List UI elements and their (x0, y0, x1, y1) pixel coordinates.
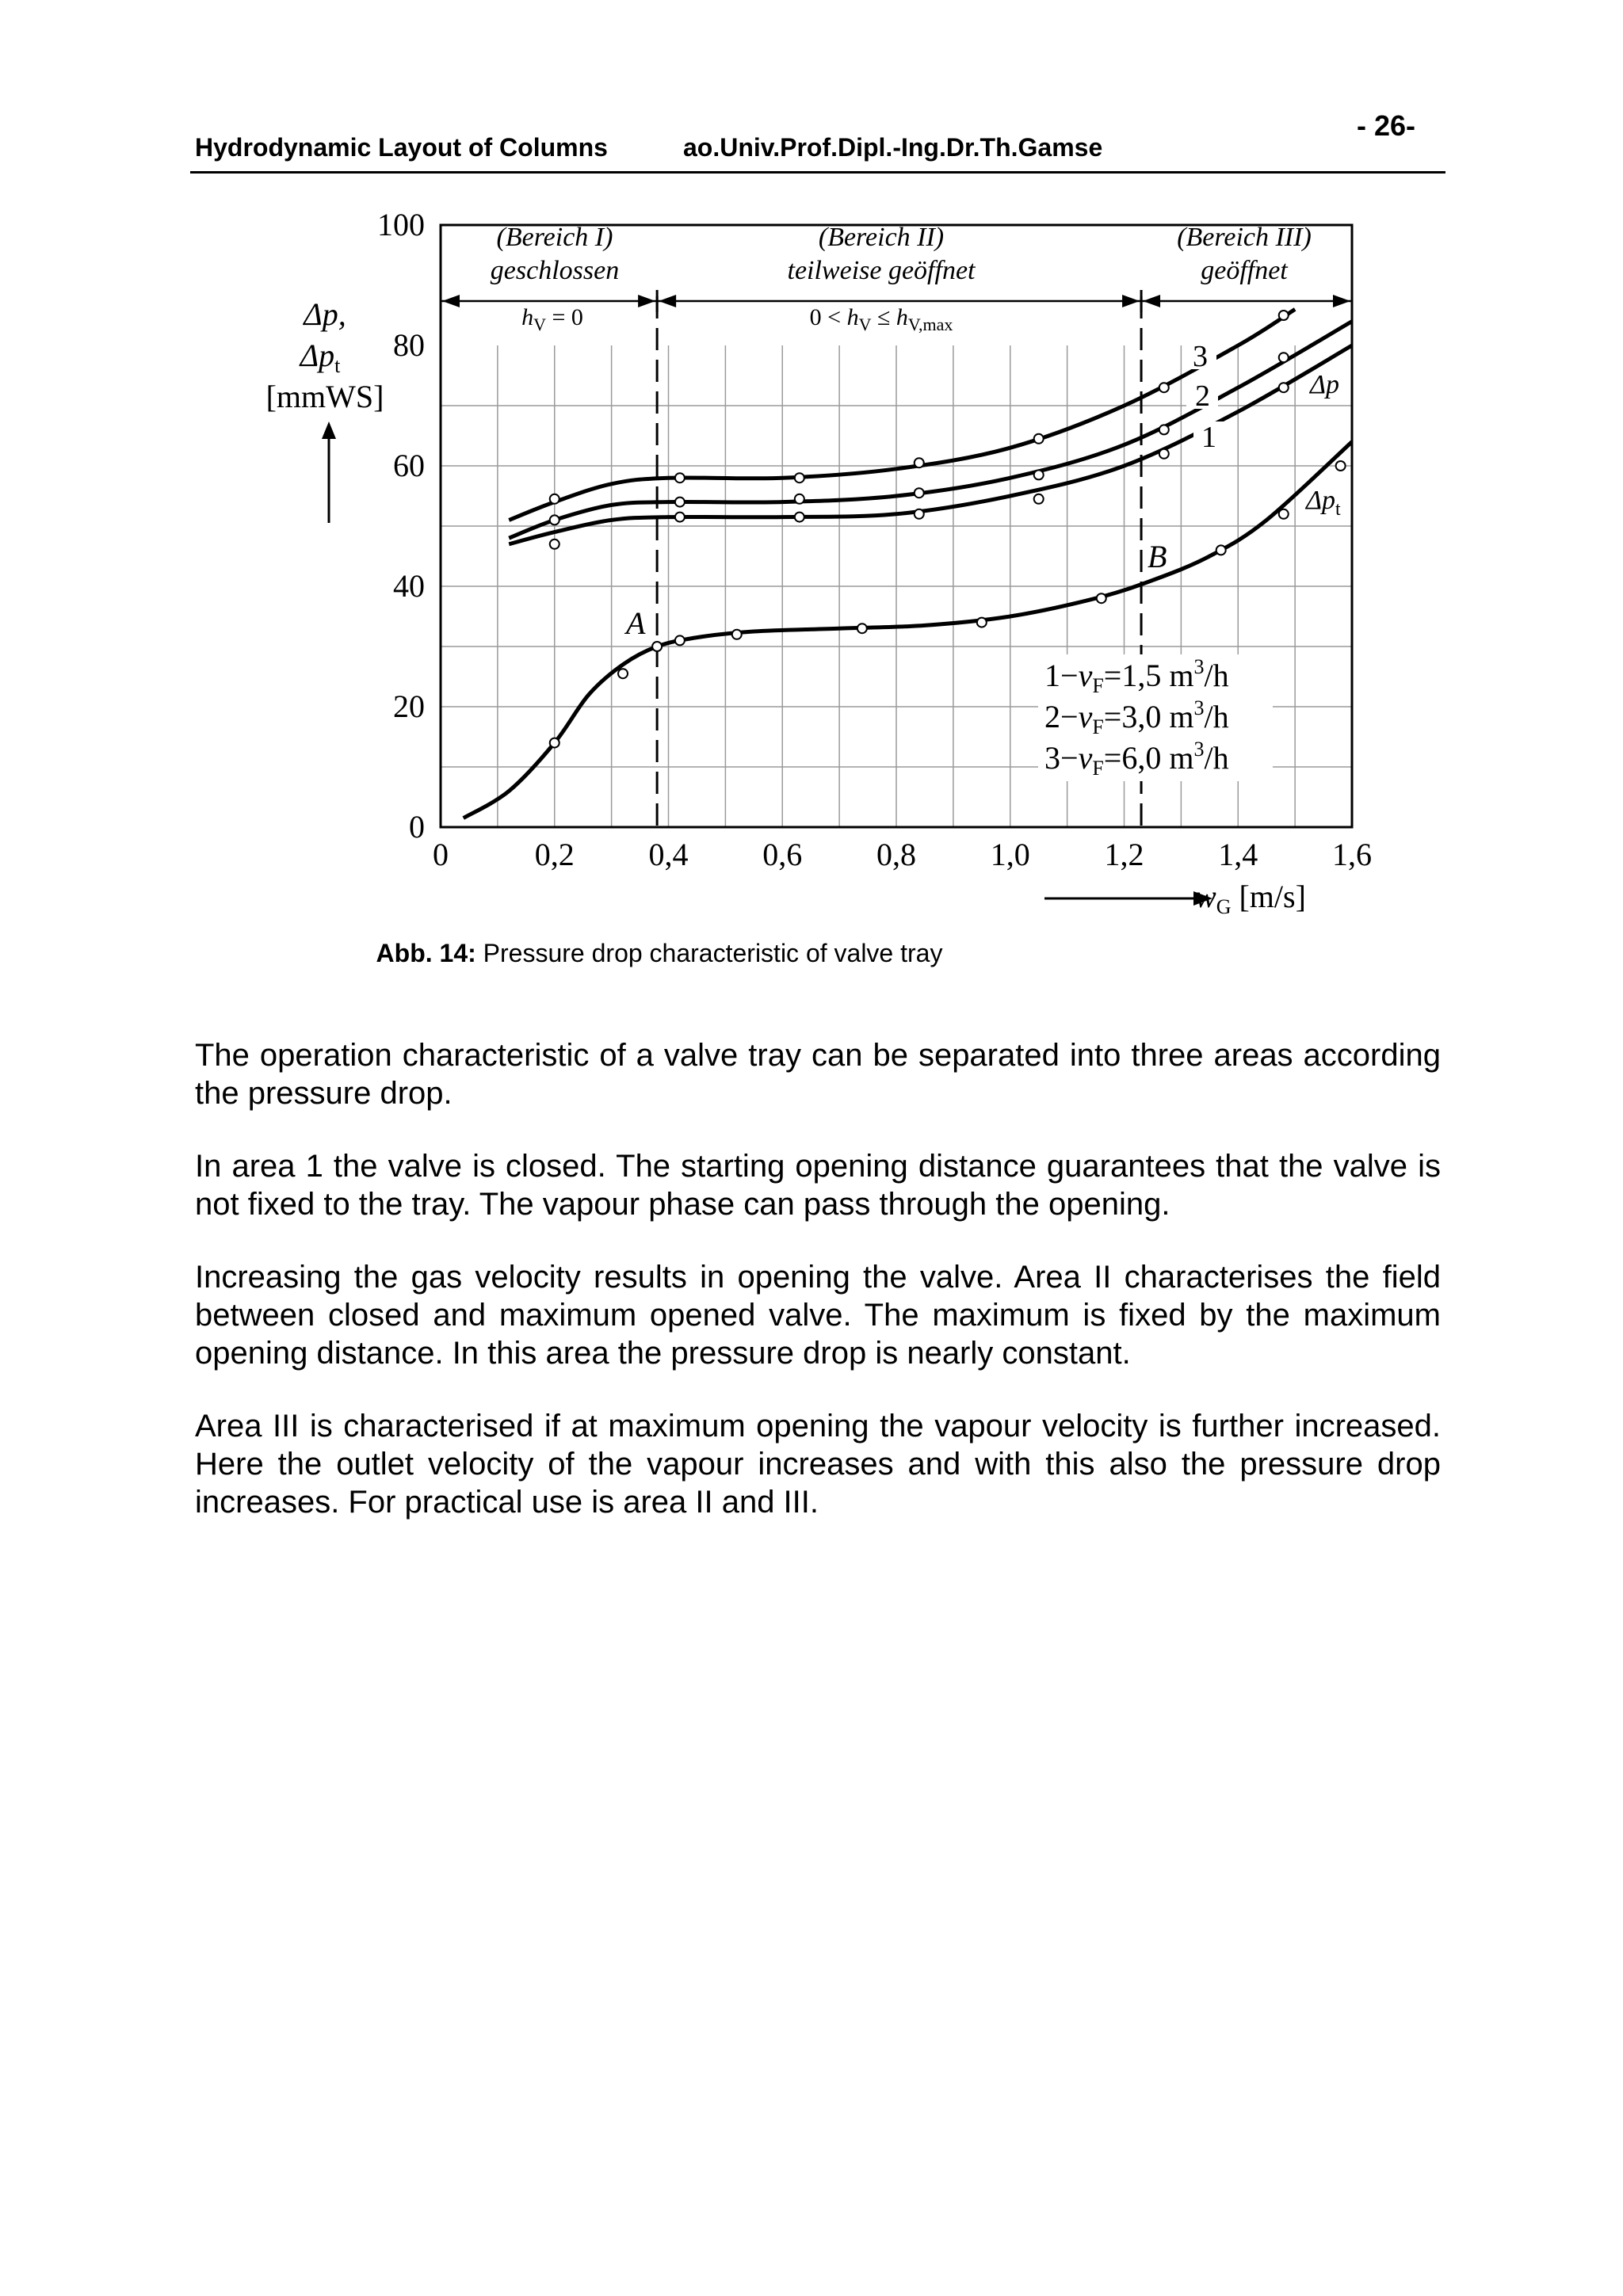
legend-entry-1: $1-v_F=1,5$ $m^3/h$ (1044, 655, 1229, 697)
y-axis-label-dpt: $\Delta p_t$ (300, 338, 341, 377)
curve-number-1: 1 (1201, 421, 1216, 454)
paragraph-2: In area 1 the valve is closed. The starting opening distance guarantees that the valve is not fixed to the tray. The vapour phase can pass through the opening. (195, 1149, 1441, 1222)
y-tick-label: 100 (377, 207, 425, 242)
figure-pressure-drop (0, 190, 1426, 939)
data-point-marker (1279, 383, 1289, 392)
curve-number-2: 2 (1195, 379, 1210, 413)
y-tick-label: 80 (393, 327, 425, 363)
y-axis-arrow (322, 421, 336, 523)
x-tick-label: 0,4 (648, 837, 689, 872)
data-point-marker (795, 513, 804, 522)
body-text (195, 1036, 1441, 1556)
data-point-marker (675, 513, 685, 522)
pressure-drop-chart (0, 190, 1426, 935)
data-point-marker (1279, 353, 1289, 362)
region-1-condition: $h_V = 0$ (521, 304, 583, 334)
data-point-marker (675, 635, 685, 645)
data-point-marker (618, 669, 628, 678)
y-axis-label-dp-text: Δp, (304, 296, 346, 332)
region-arrow-head-right (638, 295, 655, 307)
x-axis-label: $w_G$ [m/s] (1195, 879, 1306, 918)
data-point-marker (795, 494, 804, 504)
curve-label-dp: Δp (1310, 370, 1339, 399)
x-tick-label: 0,6 (762, 837, 803, 872)
data-point-marker (915, 488, 924, 498)
data-point-marker (675, 498, 685, 507)
data-point-marker (857, 624, 867, 633)
paragraph-3: Increasing the gas velocity results in opening the valve. Area II characterises the field between closed and maximum opened valve. The maximum is fixed by the maximum opening distance. In this area the pressure drop is nearly constant. (195, 1260, 1441, 1371)
data-point-marker (977, 618, 987, 627)
series-curve-3 (509, 309, 1295, 520)
data-point-marker (1216, 545, 1226, 555)
y-tick-label: 0 (409, 809, 425, 845)
legend-entry-3: $3-v_F=6,0$ $m^3/h$ (1044, 738, 1229, 780)
data-point-marker (675, 473, 685, 482)
y-axis-label-unit: [mmWS] (265, 379, 384, 414)
data-point-marker (550, 494, 559, 504)
page-number: - 26- (1357, 109, 1416, 142)
x-tick-label: 0 (433, 837, 449, 872)
data-point-marker (1034, 434, 1044, 444)
data-point-marker (550, 540, 559, 549)
data-point-marker (1097, 593, 1106, 603)
data-point-marker (1159, 449, 1169, 459)
region-2-name: (Bereich II) (818, 223, 945, 252)
y-tick-label: 20 (393, 688, 425, 724)
data-point-marker (1279, 509, 1289, 519)
x-tick-label: 1,2 (1104, 837, 1144, 872)
x-tick-label: 1,4 (1218, 837, 1258, 872)
region-arrow-head-right (1122, 295, 1140, 307)
data-point-marker (1034, 494, 1044, 504)
data-point-marker (1159, 425, 1169, 434)
x-tick-label: 1,6 (1332, 837, 1372, 872)
region-arrow-head-left (1143, 295, 1160, 307)
data-point-marker (795, 473, 804, 482)
region-arrow-head-left (659, 295, 676, 307)
region-arrow-head-right (1333, 295, 1350, 307)
legend-entry-2: $2-v_F=3,0$ $m^3/h$ (1044, 696, 1229, 738)
header-rule (190, 171, 1445, 174)
data-point-marker (915, 509, 924, 519)
figure-caption (0, 939, 1319, 968)
data-point-marker (652, 642, 662, 651)
data-point-marker (550, 515, 559, 524)
figure-caption-label: Abb. 14: (376, 939, 476, 967)
x-tick-label: 0,2 (534, 837, 575, 872)
running-header-author: ao.Univ.Prof.Dipl.-Ing.Dr.Th.Gamse (683, 133, 1103, 162)
data-point-marker (1159, 383, 1169, 392)
paragraph-4: Area III is characterised if at maximum opening the vapour velocity is further increased. Here the outlet velocity of the vapour increases and with this also the pressure drop increases. For practical use is area II and III. (195, 1409, 1441, 1520)
curve-label-dpt: $\Delta p_t$ (1306, 486, 1341, 520)
data-point-marker (550, 738, 559, 748)
y-tick-label: 60 (393, 448, 425, 483)
data-point-marker (915, 458, 924, 467)
running-header-title: Hydrodynamic Layout of Columns (195, 133, 608, 162)
data-point-marker (732, 630, 742, 639)
y-tick-label: 40 (393, 568, 425, 604)
figure-caption-text: Pressure drop characteristic of valve tray (483, 939, 943, 967)
point-label-a: A (626, 605, 646, 641)
data-point-marker (1034, 470, 1044, 479)
region-3-name: (Bereich III) (1177, 223, 1312, 252)
data-point-marker (1336, 461, 1346, 471)
x-tick-label: 1,0 (990, 837, 1030, 872)
paragraph-1: The operation characteristic of a valve tray can be separated into three areas according the pressure drop. (195, 1038, 1441, 1111)
data-point-marker (1279, 311, 1289, 320)
region-2-condition: $0 < h_V \le h_{V,max}$ (809, 304, 953, 334)
series-curve-1 (509, 345, 1352, 544)
region-2-state: teilweise geöffnet (787, 256, 976, 285)
region-arrow-head-left (442, 295, 460, 307)
point-label-b: B (1148, 539, 1167, 574)
region-1-name: (Bereich I) (496, 223, 613, 252)
y-axis-label-dp (302, 296, 346, 332)
x-axis-arrow (1044, 891, 1212, 906)
region-3-state: geöffnet (1201, 256, 1288, 285)
legend (1038, 654, 1273, 781)
curve-number-3: 3 (1193, 340, 1208, 373)
region-1-state: geschlossen (490, 256, 620, 285)
x-tick-label: 0,8 (876, 837, 916, 872)
